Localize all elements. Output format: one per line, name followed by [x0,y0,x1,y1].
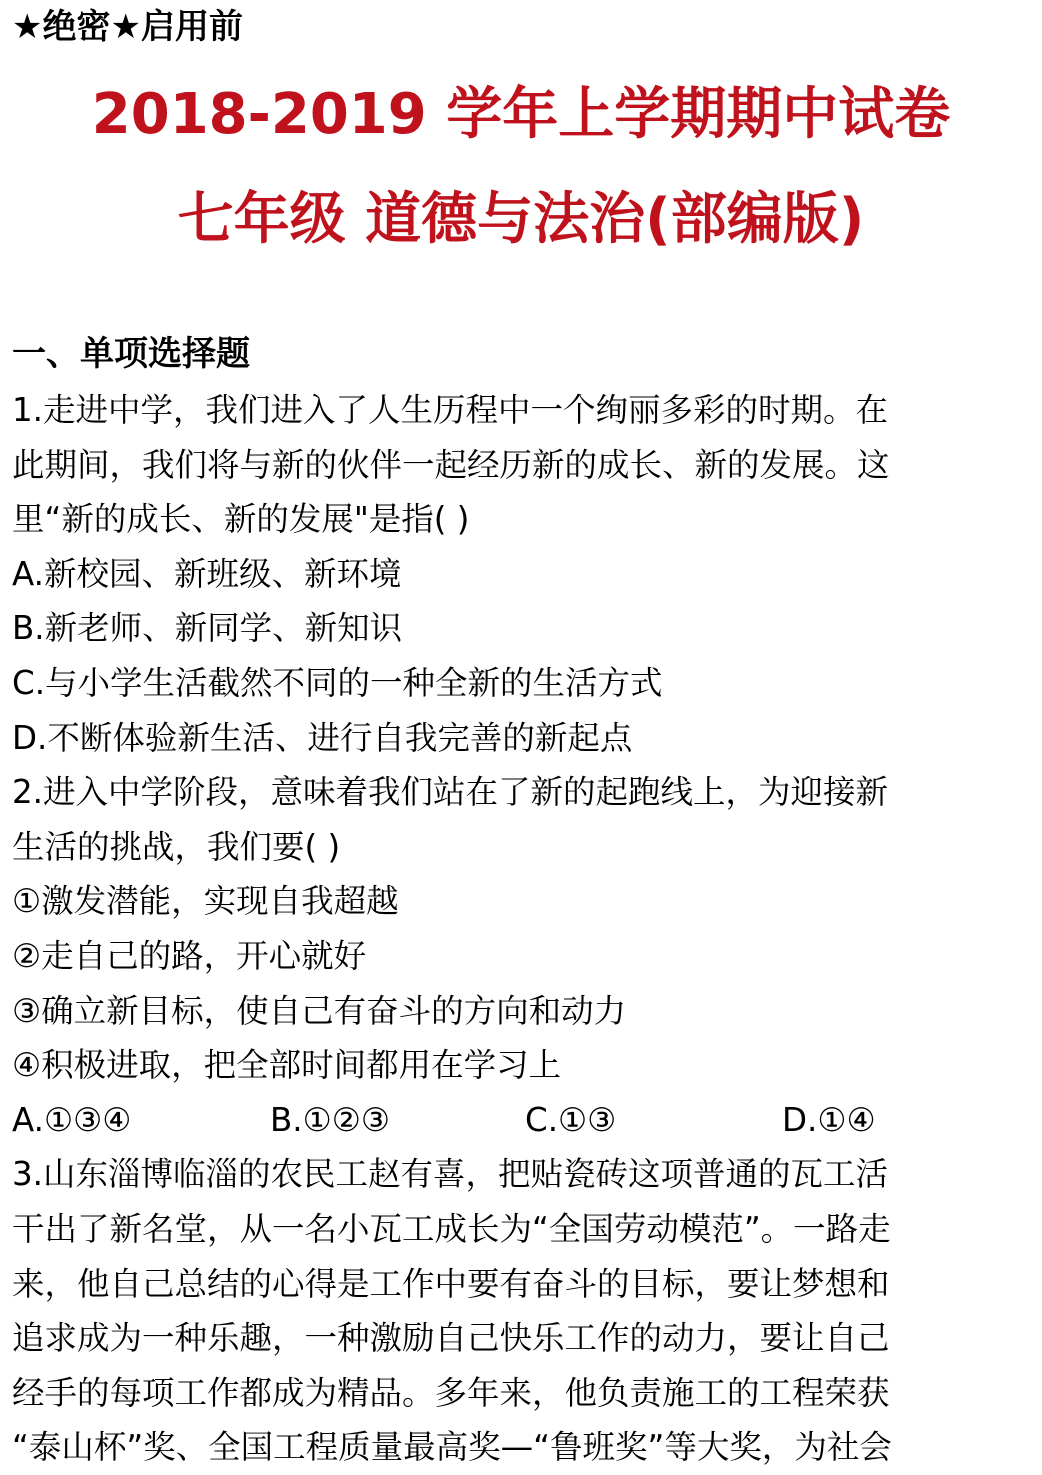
question-3 [12,1147,1034,1475]
statement-item: ④积极进取，把全部时间都用在学习上 [12,1046,562,1085]
answer-option-a: A.新校园、新班级、新环境 [12,554,402,593]
answer-option-a: A.①③④ [12,1100,132,1139]
statement-item: ②走自己的路，开心就好 [12,936,367,975]
statement-item: ③确立新目标，使自己有奋斗的方向和动力 [12,991,627,1030]
question-stem-line: 生活的挑战，我们要( ) [12,827,341,866]
question-body [12,383,1034,1475]
question-stem-line: 2.进入中学阶段，意味着我们站在了新的起跑线上，为迎接新 [12,773,889,812]
answer-option-c: C.与小学生活截然不同的一种全新的生活方式 [12,663,663,702]
question-stem-line: 1.走进中学，我们进入了人生历程中一个绚丽多彩的时期。在 [12,391,889,429]
question-stem-line: 来，他自己总结的心得是工作中要有奋斗的目标，要让梦想和 [12,1264,890,1303]
exam-subtitle: 七年级 道德与法治(部编版) [177,187,865,252]
section-heading: 一、单项选择题 [12,334,250,374]
question-stem-line: “泰山杯”奖、全国工程质量最高奖—“鲁班奖”等大奖，为社会 [12,1428,892,1467]
statement-item: ①激发潜能，实现自我超越 [12,882,399,921]
answer-option-b: B.新老师、新同学、新知识 [12,609,403,648]
answer-option-b: B.①②③ [270,1100,391,1139]
confidential-label: ★绝密★启用前 [12,7,243,47]
answer-option-c: C.①③ [525,1100,617,1139]
question-stem-line: 3.山东淄博临淄的农民工赵有喜，把贴瓷砖这项普通的瓦工活 [12,1155,889,1194]
answer-option-d: D.不断体验新生活、进行自我完善的新起点 [12,718,633,757]
question-stem-line: 里“新的成长、新的发展"是指( ) [12,500,470,539]
answer-option-d: D.①④ [782,1100,876,1139]
question-2 [12,765,1034,1147]
exam-title: 2018-2019 学年上学期期中试卷 [91,82,951,147]
question-stem-line: 干出了新名堂，从一名小瓦工成长为“全国劳动模范”。一路走 [12,1209,891,1248]
question-stem-line: 追求成为一种乐趣，一种激励自己快乐工作的动力，要让自己 [12,1319,890,1358]
question-stem-line: 此期间，我们将与新的伙伴一起经历新的成长、新的发展。这 [12,445,890,484]
answer-options-row [12,1093,1034,1148]
question-1 [12,383,1034,765]
question-stem-line: 经手的每项工作都成为精品。多年来，他负责施工的工程荣获 [12,1373,890,1412]
